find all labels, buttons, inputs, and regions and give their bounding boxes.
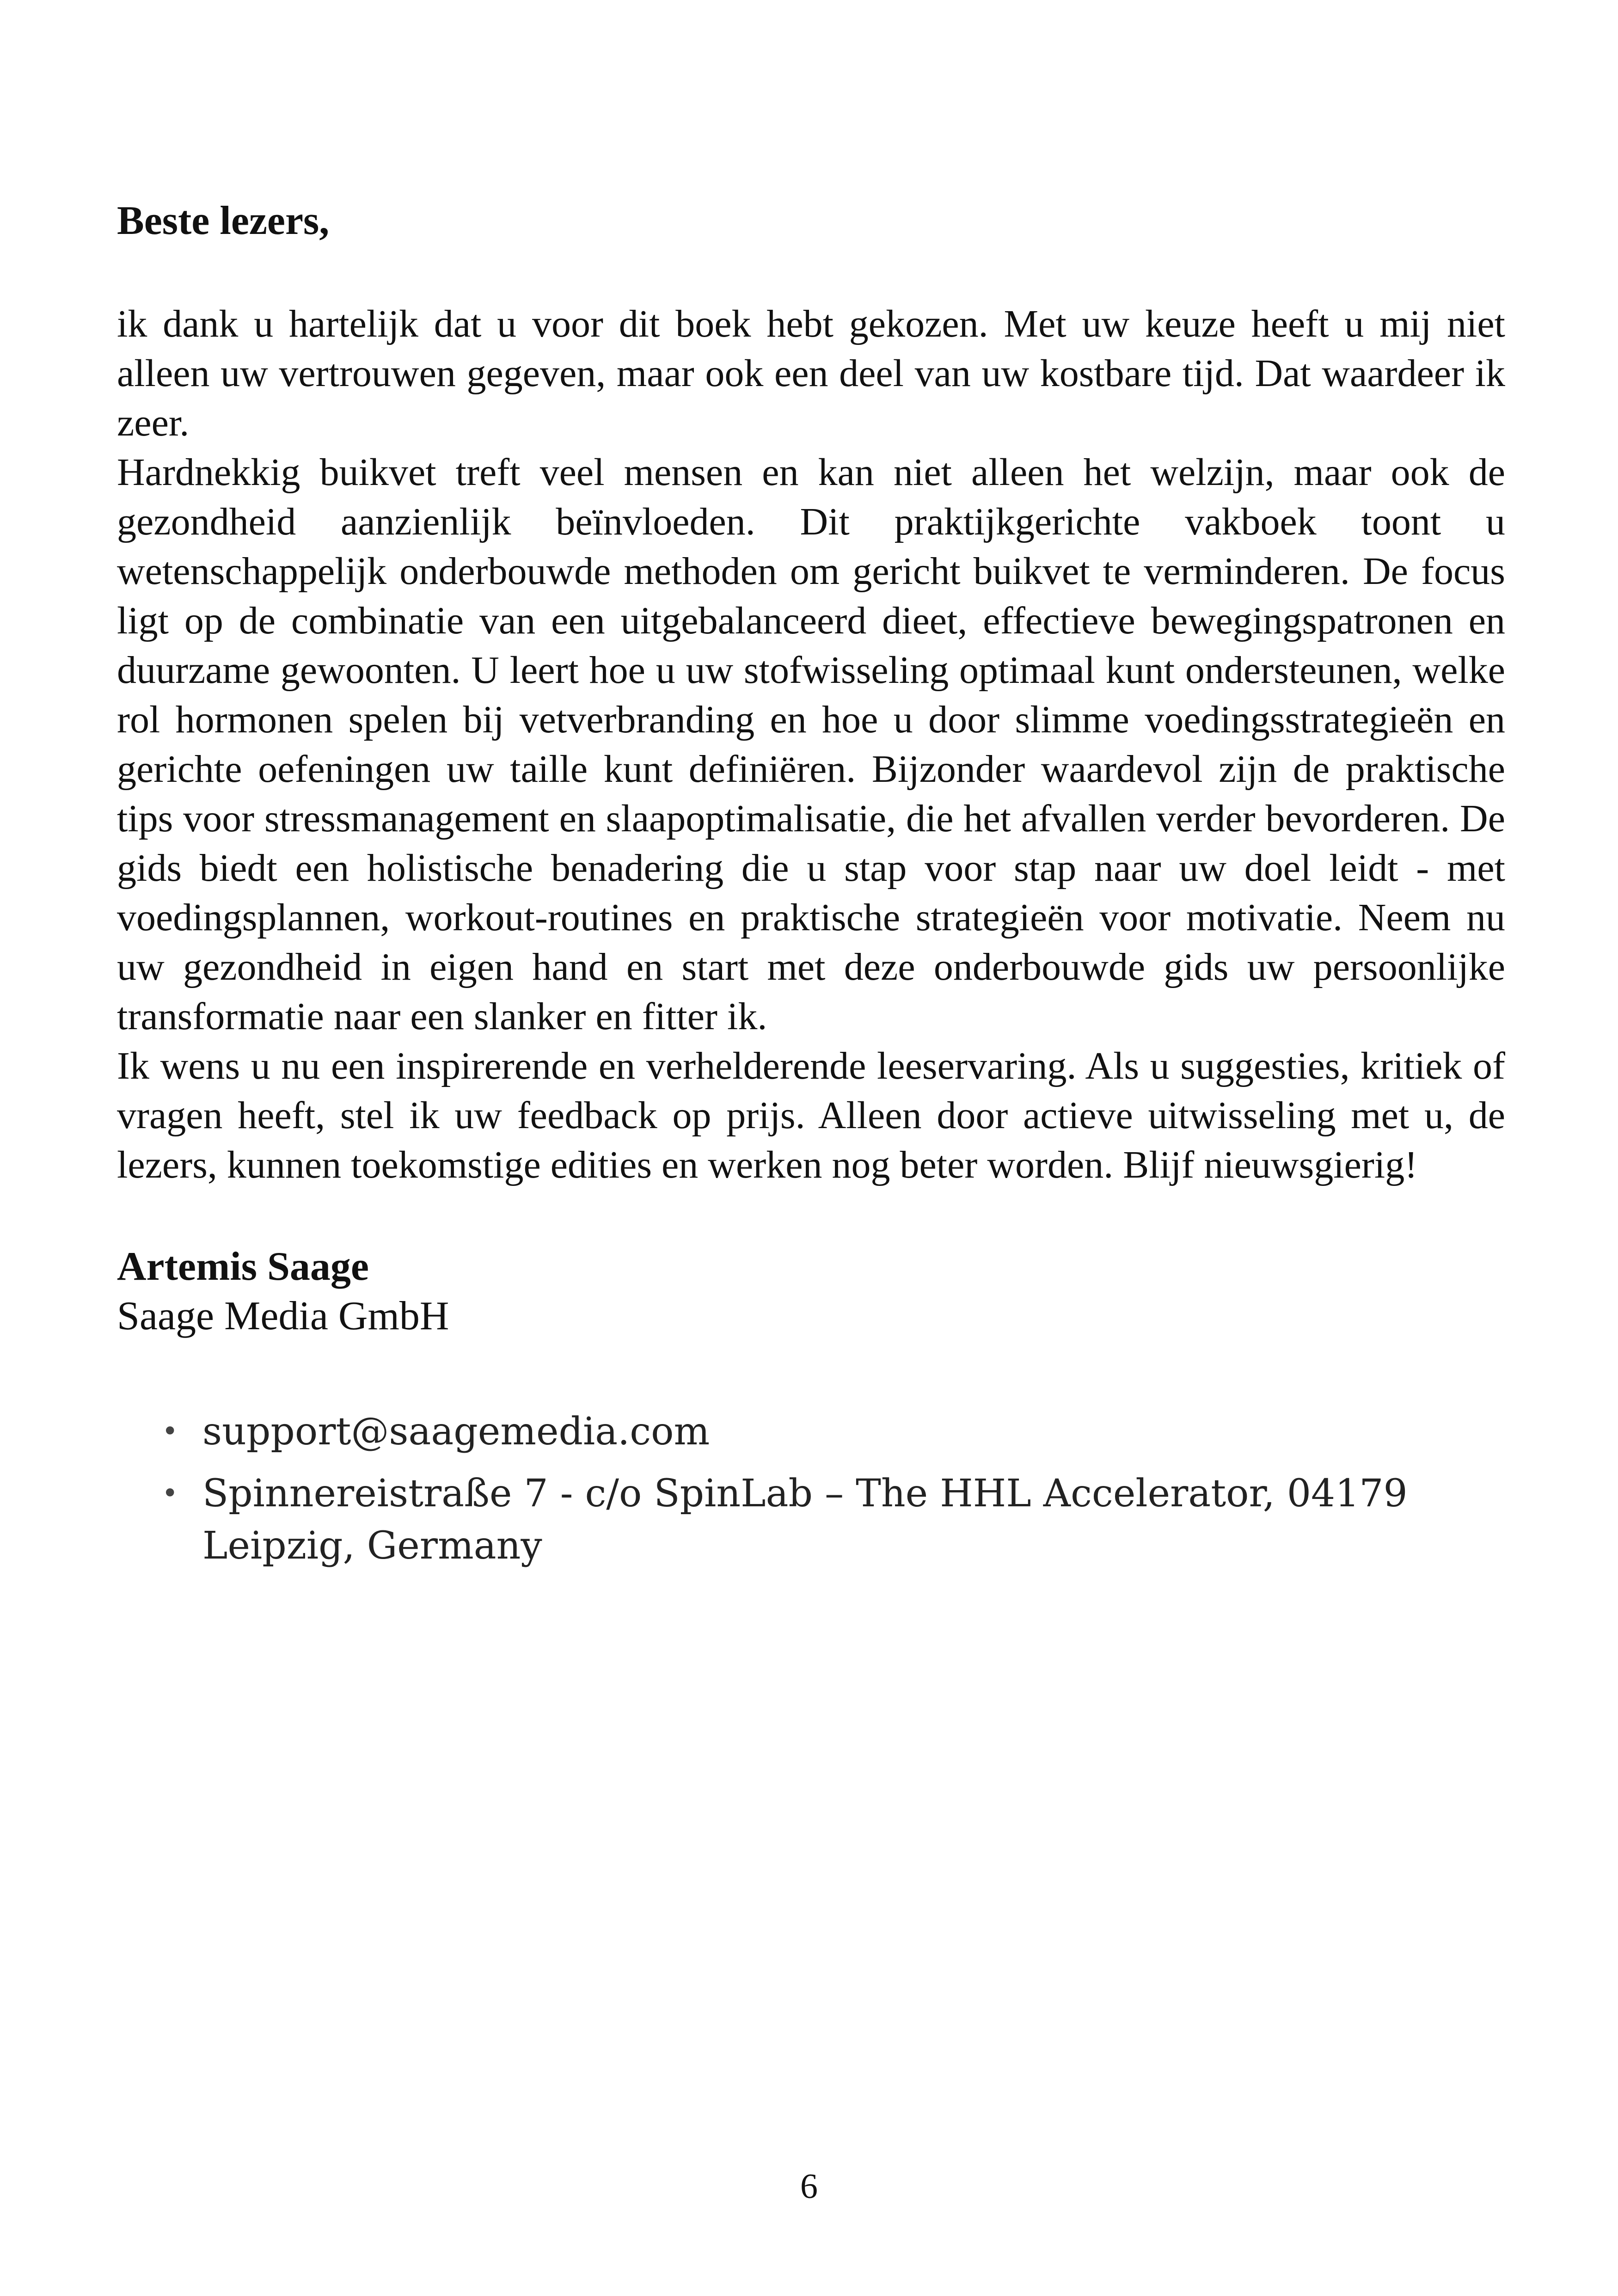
bullet-icon: •	[162, 1415, 178, 1448]
page-number: 6	[800, 2167, 818, 2206]
contact-address: Spinnereistraße 7 - c/o SpinLab – The HHL Accelerator, 04179 Leipzig, Germany	[202, 1472, 1408, 1568]
author-name: Artemis Saage	[117, 1244, 369, 1289]
greeting: Beste lezers,	[117, 198, 330, 243]
company-name: Saage Media GmbH	[117, 1294, 449, 1338]
letter-body	[117, 299, 1505, 1190]
contact-list	[117, 1406, 1505, 1572]
contact-address-item	[162, 1467, 1505, 1572]
letter	[117, 196, 1505, 1582]
paragraph-intro: ik dank u hartelijk dat u voor dit boek hebt gekozen. Met uw keuze heeft u mij niet alleen uw vertrouwen gegeven, maar ook een deel van uw kostbare tijd. Dat waardeer ik zeer.	[117, 302, 1505, 444]
contact-email-item	[162, 1406, 1505, 1458]
contact-email[interactable]: support@saagemedia.com	[202, 1410, 710, 1454]
paragraph-closing: Ik wens u nu een inspirerende en verhelderende leeservaring. Als u suggesties, kritiek of vragen heeft, stel ik uw feedback op prijs. Alleen door actieve uitwisseling met u, de lezers, kunnen toekomstige edities en werken nog beter worden. Blijf nieuwsgierig!	[117, 1044, 1505, 1186]
bullet-icon: •	[162, 1477, 178, 1510]
paragraph-main: Hardnekkig buikvet treft veel mensen en kan niet alleen het welzijn, maar ook de gezondheid aanzienlijk beïnvloeden. Dit praktijkgerichte vakboek toont u wetenschappelijk onderbouwde methoden om gericht buikvet te verminderen. De focus ligt op de combinatie van een uitgebalanceerd dieet, effectieve bewegingspatronen en duurzame gewoonten. U leert hoe u uw stofwisseling optimaal kunt ondersteunen, welke rol hormonen spelen bij vetverbranding en hoe u door slimme voedingsstrategieën en gerichte oefeningen uw taille kunt definiëren. Bijzonder waardevol zijn de praktische tips voor stressmanagement en slaapoptimalisatie, die het afvallen verder bevorderen. De gids biedt een holistische benadering die u stap voor stap naar uw doel leidt - met voedingsplannen, workout-routines en praktische strategieën voor motivatie. Neem nu uw gezondheid in eigen hand en start met deze onderbouwde gids uw persoonlijke transformatie naar een slanker en fitter ik.	[117, 451, 1505, 1038]
signature	[117, 1242, 1505, 1341]
